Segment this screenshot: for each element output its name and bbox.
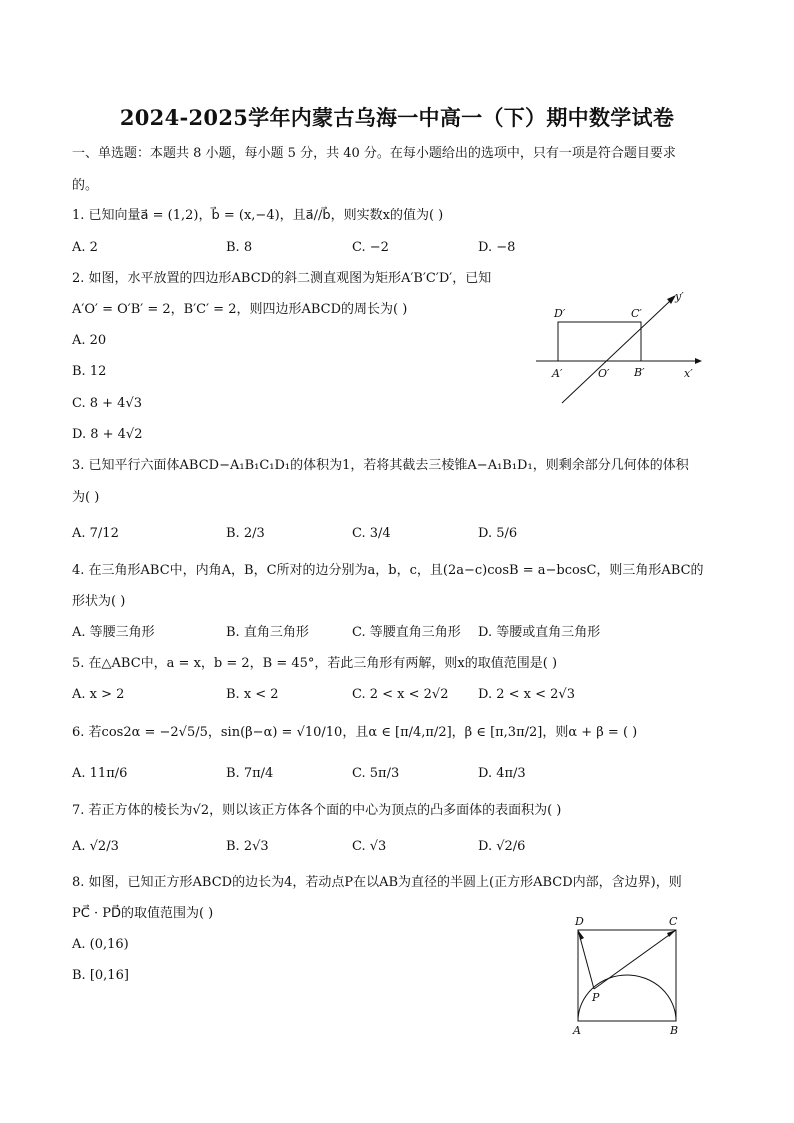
- question-7-stem: 7. 若正方体的棱长为√2，则以该正方体各个面的中心为顶点的凸多面体的表面积为( ): [72, 803, 562, 818]
- label-b-prime: B′: [634, 366, 645, 379]
- question-7-option-b: B. 2√3: [226, 839, 269, 854]
- label-d: D: [575, 915, 584, 928]
- label-p: P: [592, 991, 600, 1004]
- question-3-option-d: D. 5/6: [478, 526, 518, 541]
- question-6-stem: 6. 若cos2α = −2√5/5，sin(β−α) = √10/10，且α ∈ [π/4,π/2]，β ∈ [π,3π/2]，则α + β = ( ): [72, 725, 638, 740]
- question-5-option-a: A. x > 2: [72, 687, 125, 702]
- question-6-option-a: A. 11π/6: [72, 766, 128, 781]
- question-1-option-a: A. 2: [72, 240, 98, 255]
- label-c: C: [669, 915, 678, 928]
- question-4-option-d: D. 等腰或直角三角形: [478, 625, 601, 640]
- question-6-option-b: B. 7π/4: [226, 766, 274, 781]
- question-1-option-b: B. 8: [226, 240, 253, 255]
- question-2-stem-line1: 2. 如图，水平放置的四边形ABCD的斜二测直观图为矩形A′B′C′D′，已知: [72, 271, 492, 286]
- question-2-option-a: A. 20: [72, 333, 107, 348]
- question-3-option-a: A. 7/12: [72, 526, 119, 541]
- question-5-stem: 5. 在△ABC中，a = x，b = 2，B = 45°，若此三角形有两解，则x的取值范围是( ): [72, 656, 558, 671]
- question-5-option-c: C. 2 < x < 2√2: [352, 687, 449, 702]
- question-7-option-c: C. √3: [352, 839, 387, 854]
- question-4-option-a: A. 等腰三角形: [72, 625, 155, 640]
- question-2-option-c: C. 8 + 4√3: [72, 396, 143, 411]
- question-1-option-d: D. −8: [478, 240, 516, 255]
- question-8-stem-line2: PC⃗ · PD⃗的取值范围为( ): [72, 906, 214, 921]
- question-3-option-c: C. 3/4: [352, 526, 391, 541]
- page-title: 2024-2025学年内蒙古乌海一中高一（下）期中数学试卷: [119, 105, 675, 130]
- question-2-stem-line2: A′O′ = O′B′ = 2，B′C′ = 2，则四边形ABCD的周长为( ): [72, 302, 408, 317]
- question-3-option-b: B. 2/3: [226, 526, 265, 541]
- label-a-prime: A′: [552, 367, 563, 380]
- question-7-option-a: A. √2/3: [72, 839, 119, 854]
- y-axis-line: [562, 301, 670, 403]
- question-7-option-d: D. √2/6: [478, 839, 526, 854]
- question-4-option-b: B. 直角三角形: [226, 625, 309, 640]
- question-5-option-b: B. x < 2: [226, 687, 279, 702]
- question-4-stem-line2: 形状为( ): [72, 594, 126, 609]
- question-8-figure: [565, 910, 690, 1040]
- label-a: A: [573, 1024, 581, 1037]
- label-x-prime: x′: [684, 367, 693, 380]
- question-4-stem-line1: 4. 在三角形ABC中，内角A，B，C所对的边分别为a，b，c，且(2a−c)cosB = a−bcosC，则三角形ABC的: [72, 563, 704, 578]
- question-3-stem-line1: 3. 已知平行六面体ABCD−A₁B₁C₁D₁的体积为1，若将其截去三棱锥A−A₁B₁D₁，则剩余部分几何体的体积: [72, 458, 689, 473]
- question-2-option-b: B. 12: [72, 364, 107, 379]
- label-b: B: [670, 1024, 679, 1037]
- label-c-prime: C′: [631, 307, 642, 320]
- x-axis-arrow-icon: [695, 358, 702, 364]
- question-8-option-a: A. (0,16): [72, 937, 129, 952]
- question-2-option-d: D. 8 + 4√2: [72, 427, 143, 442]
- question-3-stem-line2: 为( ): [72, 490, 100, 505]
- question-8-option-b: B. [0,16]: [72, 968, 129, 983]
- label-o-prime: O′: [598, 367, 610, 380]
- section-heading: 一、单选题：本题共 8 小题，每小题 5 分，共 40 分。在每小题给出的选项中，只有一项是符合题目要求: [72, 146, 676, 161]
- segment-pc: [594, 930, 676, 989]
- question-8-stem-line1: 8. 如图，已知正方形ABCD的边长为4，若动点P在以AB为直径的半圆上(正方形ABCD内部，含边界)，则: [72, 875, 682, 890]
- question-6-option-d: D. 4π/3: [478, 766, 526, 781]
- question-1-stem: 1. 已知向量a⃗ = (1,2)，b⃗ = (x,−4)，且a⃗//b⃗，则实数x的值为( ): [72, 208, 444, 223]
- section-heading-cont: 的。: [72, 178, 99, 193]
- question-1-option-c: C. −2: [352, 240, 389, 255]
- question-4-option-c: C. 等腰直角三角形: [352, 625, 461, 640]
- question-5-option-d: D. 2 < x < 2√3: [478, 687, 575, 702]
- label-d-prime: D′: [554, 307, 566, 320]
- label-y-prime: y′: [675, 290, 684, 303]
- rectangle-abcd-prime: [558, 322, 641, 361]
- question-6-option-c: C. 5π/3: [352, 766, 400, 781]
- question-2-figure: [530, 285, 710, 410]
